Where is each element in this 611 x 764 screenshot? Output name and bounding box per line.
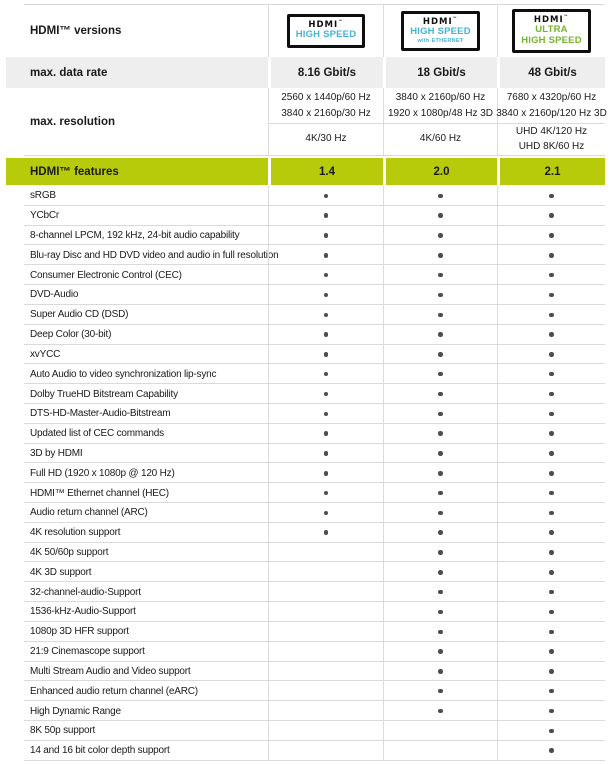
feature-cell-1-4 bbox=[268, 503, 383, 523]
feature-label: Auto Audio to video synchronization lip-sync bbox=[30, 368, 217, 380]
feature-cell-2-0 bbox=[383, 602, 497, 622]
support-dot bbox=[438, 293, 443, 298]
support-dot bbox=[438, 491, 443, 496]
feature-label: DTS-HD-Master-Audio-Bitstream bbox=[30, 408, 171, 420]
feature-row bbox=[6, 503, 605, 523]
support-dot bbox=[549, 431, 554, 436]
feature-cell-2-0 bbox=[383, 642, 497, 662]
versions-row bbox=[6, 5, 605, 57]
feature-label: 14 and 16 bit color depth support bbox=[30, 745, 170, 757]
feature-cell-2-0 bbox=[383, 741, 497, 761]
feature-cell-2-0 bbox=[383, 364, 497, 384]
feature-cell-2-1 bbox=[497, 463, 605, 483]
feature-row bbox=[6, 642, 605, 662]
feature-label: Full HD (1920 x 1080p @ 120 Hz) bbox=[30, 467, 175, 479]
feature-cell-1-4 bbox=[268, 741, 383, 761]
support-dot bbox=[549, 491, 554, 496]
feature-cell-2-1 bbox=[497, 345, 605, 365]
resolution-secondary-cell: 4K/30 Hz bbox=[268, 124, 383, 155]
resolution-primary-cell: 3840 x 2160p/60 Hz 1920 x 1080p/48 Hz 3D bbox=[383, 88, 497, 124]
support-dot bbox=[438, 352, 443, 357]
feature-row bbox=[6, 424, 605, 444]
feature-label: YCbCr bbox=[30, 210, 60, 222]
feature-cell-2-0 bbox=[383, 325, 497, 345]
feature-row bbox=[6, 285, 605, 305]
feature-label: Consumer Electronic Control (CEC) bbox=[30, 269, 182, 281]
hdmi-high-speed-ethernet-logo bbox=[401, 11, 480, 51]
versions-label: HDMI™ versions bbox=[30, 25, 122, 37]
feature-cell-2-1 bbox=[497, 701, 605, 721]
feature-cell-2-1 bbox=[497, 602, 605, 622]
support-dot bbox=[324, 293, 329, 298]
feature-cell-2-0 bbox=[383, 186, 497, 206]
feature-cell-2-0 bbox=[383, 404, 497, 424]
support-dot bbox=[549, 610, 554, 615]
support-dot bbox=[438, 511, 443, 516]
feature-version-value-2-1: 2.1 bbox=[497, 158, 605, 185]
support-dot bbox=[549, 194, 554, 199]
feature-cell-2-0 bbox=[383, 305, 497, 325]
feature-cell-2-0 bbox=[383, 681, 497, 701]
feature-cell-2-1 bbox=[497, 305, 605, 325]
feature-cell-2-1 bbox=[497, 444, 605, 464]
feature-row bbox=[6, 701, 605, 721]
feature-row bbox=[6, 305, 605, 325]
feature-cell-2-0 bbox=[383, 226, 497, 246]
feature-cell-2-0 bbox=[383, 582, 497, 602]
support-dot bbox=[549, 213, 554, 218]
support-dot bbox=[438, 253, 443, 258]
support-dot bbox=[549, 590, 554, 595]
feature-cell-1-4 bbox=[268, 523, 383, 543]
feature-label: Blu-ray Disc and HD DVD video and audio in full resolution bbox=[30, 249, 279, 261]
feature-row bbox=[6, 364, 605, 384]
hdmi-logo-wordmark: HDMI™ bbox=[422, 16, 459, 27]
feature-cell-1-4 bbox=[268, 662, 383, 682]
support-dot bbox=[549, 630, 554, 635]
support-dot bbox=[438, 273, 443, 278]
support-dot bbox=[438, 313, 443, 318]
feature-label: HDMI™ Ethernet channel (HEC) bbox=[30, 487, 169, 499]
feature-cell-1-4 bbox=[268, 305, 383, 325]
hdmi-ultra-high-speed-badge-cell bbox=[497, 5, 605, 57]
badge-text-line: ULTRA bbox=[535, 24, 568, 36]
support-dot bbox=[549, 392, 554, 397]
feature-cell-2-0 bbox=[383, 424, 497, 444]
features-header-label: HDMI™ features bbox=[30, 165, 119, 178]
support-dot bbox=[549, 649, 554, 654]
hdmi-high-speed-ethernet-badge-cell bbox=[383, 5, 497, 57]
feature-row bbox=[6, 384, 605, 404]
hdmi-logo-wordmark: HDMI™ bbox=[308, 19, 344, 30]
badge-text-line: HIGH SPEED bbox=[521, 34, 582, 46]
support-dot bbox=[438, 332, 443, 337]
feature-cell-2-1 bbox=[497, 265, 605, 285]
feature-cell-2-0 bbox=[383, 444, 497, 464]
resolution-secondary-cell: 4K/60 Hz bbox=[383, 124, 497, 155]
feature-row bbox=[6, 404, 605, 424]
support-dot bbox=[438, 431, 443, 436]
support-dot bbox=[438, 649, 443, 654]
feature-cell-1-4 bbox=[268, 245, 383, 265]
feature-cell-2-0 bbox=[383, 523, 497, 543]
resolution-secondary-cell: UHD 4K/120 Hz UHD 8K/60 Hz bbox=[497, 124, 605, 155]
feature-cell-2-0 bbox=[383, 206, 497, 226]
feature-cell-1-4 bbox=[268, 384, 383, 404]
support-dot bbox=[549, 570, 554, 575]
feature-row bbox=[6, 721, 605, 741]
feature-cell-2-1 bbox=[497, 384, 605, 404]
feature-cell-1-4 bbox=[268, 463, 383, 483]
features-header-row bbox=[6, 158, 605, 185]
support-dot bbox=[438, 570, 443, 575]
feature-cell-2-1 bbox=[497, 503, 605, 523]
feature-cell-1-4 bbox=[268, 206, 383, 226]
support-dot bbox=[324, 372, 329, 377]
support-dot bbox=[549, 372, 554, 377]
feature-cell-2-1 bbox=[497, 404, 605, 424]
resolution-bottom-divider bbox=[24, 155, 605, 156]
feature-label: 4K 50/60p support bbox=[30, 547, 109, 559]
feature-cell-2-1 bbox=[497, 424, 605, 444]
feature-row bbox=[6, 741, 605, 761]
support-dot bbox=[438, 530, 443, 535]
support-dot bbox=[324, 471, 329, 476]
feature-cell-2-1 bbox=[497, 562, 605, 582]
feature-cell-2-1 bbox=[497, 245, 605, 265]
feature-cell-2-0 bbox=[383, 543, 497, 563]
feature-row bbox=[6, 681, 605, 701]
feature-cell-2-1 bbox=[497, 622, 605, 642]
support-dot bbox=[324, 392, 329, 397]
support-dot bbox=[324, 451, 329, 456]
support-dot bbox=[438, 372, 443, 377]
feature-row bbox=[6, 483, 605, 503]
feature-cell-2-1 bbox=[497, 325, 605, 345]
feature-cell-1-4 bbox=[268, 582, 383, 602]
support-dot bbox=[549, 253, 554, 258]
feature-row bbox=[6, 186, 605, 206]
feature-cell-1-4 bbox=[268, 622, 383, 642]
hdmi-logo-wordmark: HDMI™ bbox=[533, 14, 570, 25]
badge-text-line: with ETHERNET bbox=[417, 37, 464, 44]
support-dot bbox=[549, 332, 554, 337]
feature-row bbox=[6, 345, 605, 365]
feature-label: Super Audio CD (DSD) bbox=[30, 309, 129, 321]
feature-cell-2-0 bbox=[383, 503, 497, 523]
feature-cell-2-1 bbox=[497, 483, 605, 503]
support-dot bbox=[549, 412, 554, 417]
support-dot bbox=[438, 610, 443, 615]
feature-label: 1536-kHz-Audio-Support bbox=[30, 606, 136, 618]
feature-label: Updated list of CEC commands bbox=[30, 428, 164, 440]
features-list bbox=[6, 186, 605, 761]
feature-row bbox=[6, 523, 605, 543]
support-dot bbox=[438, 233, 443, 238]
feature-label: sRGB bbox=[30, 190, 56, 202]
data-rate-value-2-0: 18 Gbit/s bbox=[383, 57, 497, 88]
feature-row bbox=[6, 463, 605, 483]
hdmi-high-speed-logo bbox=[287, 14, 366, 48]
support-dot bbox=[324, 194, 329, 199]
support-dot bbox=[438, 213, 443, 218]
feature-cell-1-4 bbox=[268, 721, 383, 741]
feature-cell-1-4 bbox=[268, 602, 383, 622]
feature-label: 1080p 3D HFR support bbox=[30, 626, 129, 638]
support-dot bbox=[324, 233, 329, 238]
support-dot bbox=[549, 471, 554, 476]
feature-cell-2-0 bbox=[383, 384, 497, 404]
feature-cell-2-0 bbox=[383, 483, 497, 503]
support-dot bbox=[549, 313, 554, 318]
support-dot bbox=[438, 630, 443, 635]
support-dot bbox=[324, 313, 329, 318]
feature-cell-2-1 bbox=[497, 226, 605, 246]
support-dot bbox=[324, 431, 329, 436]
feature-cell-1-4 bbox=[268, 186, 383, 206]
badge-text-line: HIGH SPEED bbox=[410, 26, 471, 38]
data-rate-label: max. data rate bbox=[30, 66, 108, 79]
feature-row bbox=[6, 226, 605, 246]
support-dot bbox=[324, 511, 329, 516]
resolution-row bbox=[6, 88, 605, 155]
support-dot bbox=[549, 233, 554, 238]
support-dot bbox=[438, 471, 443, 476]
feature-row bbox=[6, 582, 605, 602]
support-dot bbox=[549, 729, 554, 734]
feature-cell-1-4 bbox=[268, 424, 383, 444]
feature-cell-2-0 bbox=[383, 245, 497, 265]
support-dot bbox=[438, 689, 443, 694]
feature-cell-2-1 bbox=[497, 285, 605, 305]
feature-label: High Dynamic Range bbox=[30, 705, 121, 717]
feature-label: Deep Color (30-bit) bbox=[30, 329, 112, 341]
feature-cell-1-4 bbox=[268, 345, 383, 365]
support-dot bbox=[549, 669, 554, 674]
feature-row bbox=[6, 206, 605, 226]
feature-label: 8-channel LPCM, 192 kHz, 24-bit audio capability bbox=[30, 230, 240, 242]
feature-cell-2-1 bbox=[497, 206, 605, 226]
feature-row bbox=[6, 562, 605, 582]
feature-version-value-2-0: 2.0 bbox=[383, 158, 497, 185]
feature-label: 32-channel-audio-Support bbox=[30, 586, 141, 598]
feature-cell-2-0 bbox=[383, 265, 497, 285]
support-dot bbox=[549, 709, 554, 714]
feature-cell-2-1 bbox=[497, 721, 605, 741]
feature-cell-1-4 bbox=[268, 226, 383, 246]
support-dot bbox=[438, 451, 443, 456]
feature-row bbox=[6, 444, 605, 464]
support-dot bbox=[549, 511, 554, 516]
support-dot bbox=[324, 530, 329, 535]
feature-version-value-1-4: 1.4 bbox=[268, 158, 383, 185]
feature-cell-1-4 bbox=[268, 483, 383, 503]
feature-label: 4K resolution support bbox=[30, 527, 121, 539]
support-dot bbox=[324, 412, 329, 417]
feature-label: Multi Stream Audio and Video support bbox=[30, 665, 191, 677]
feature-label: 3D by HDMI bbox=[30, 447, 83, 459]
feature-row bbox=[6, 325, 605, 345]
feature-label: xvYCC bbox=[30, 348, 61, 360]
support-dot bbox=[549, 689, 554, 694]
support-dot bbox=[438, 669, 443, 674]
feature-cell-1-4 bbox=[268, 642, 383, 662]
feature-cell-2-0 bbox=[383, 622, 497, 642]
support-dot bbox=[438, 709, 443, 714]
support-dot bbox=[549, 352, 554, 357]
support-dot bbox=[549, 273, 554, 278]
support-dot bbox=[438, 550, 443, 555]
badge-text-line: HIGH SPEED bbox=[295, 29, 357, 41]
feature-label: 21:9 Cinemascope support bbox=[30, 646, 145, 658]
feature-cell-2-0 bbox=[383, 463, 497, 483]
feature-row bbox=[6, 602, 605, 622]
feature-cell-2-0 bbox=[383, 285, 497, 305]
feature-cell-2-1 bbox=[497, 582, 605, 602]
feature-label: Enhanced audio return channel (eARC) bbox=[30, 685, 198, 697]
support-dot bbox=[324, 273, 329, 278]
feature-cell-2-0 bbox=[383, 345, 497, 365]
support-dot bbox=[324, 332, 329, 337]
feature-label: 8K 50p support bbox=[30, 725, 96, 737]
resolution-primary-cell: 2560 x 1440p/60 Hz 3840 x 2160p/30 Hz bbox=[268, 88, 383, 124]
support-dot bbox=[549, 451, 554, 456]
support-dot bbox=[324, 491, 329, 496]
feature-cell-1-4 bbox=[268, 325, 383, 345]
support-dot bbox=[549, 293, 554, 298]
hdmi-high-speed-badge-cell bbox=[268, 5, 383, 57]
feature-cell-2-1 bbox=[497, 681, 605, 701]
support-dot bbox=[549, 530, 554, 535]
feature-cell-2-1 bbox=[497, 364, 605, 384]
data-rate-value-2-1: 48 Gbit/s bbox=[497, 57, 605, 88]
feature-cell-1-4 bbox=[268, 543, 383, 563]
feature-cell-2-0 bbox=[383, 701, 497, 721]
hdmi-ultra-high-speed-logo bbox=[512, 9, 591, 54]
feature-row bbox=[6, 543, 605, 563]
data-rate-row bbox=[6, 57, 605, 88]
support-dot bbox=[438, 194, 443, 199]
feature-label: Audio return channel (ARC) bbox=[30, 507, 148, 519]
feature-cell-1-4 bbox=[268, 404, 383, 424]
support-dot bbox=[438, 412, 443, 417]
feature-label: DVD-Audio bbox=[30, 289, 79, 301]
hdmi-comparison-table bbox=[0, 4, 611, 764]
feature-cell-1-4 bbox=[268, 562, 383, 582]
feature-cell-2-1 bbox=[497, 523, 605, 543]
feature-cell-1-4 bbox=[268, 444, 383, 464]
feature-cell-2-0 bbox=[383, 562, 497, 582]
feature-cell-2-0 bbox=[383, 662, 497, 682]
feature-cell-1-4 bbox=[268, 285, 383, 305]
feature-cell-1-4 bbox=[268, 701, 383, 721]
feature-label: 4K 3D support bbox=[30, 566, 92, 578]
support-dot bbox=[438, 392, 443, 397]
feature-row bbox=[6, 245, 605, 265]
feature-cell-1-4 bbox=[268, 364, 383, 384]
feature-label: Dolby TrueHD Bitstream Capability bbox=[30, 388, 178, 400]
feature-cell-2-0 bbox=[383, 721, 497, 741]
feature-cell-2-1 bbox=[497, 662, 605, 682]
feature-cell-2-1 bbox=[497, 741, 605, 761]
feature-row bbox=[6, 622, 605, 642]
feature-cell-2-1 bbox=[497, 642, 605, 662]
support-dot bbox=[549, 550, 554, 555]
feature-row bbox=[6, 662, 605, 682]
support-dot bbox=[549, 748, 554, 753]
support-dot bbox=[324, 213, 329, 218]
support-dot bbox=[324, 253, 329, 258]
data-rate-value-1-4: 8.16 Gbit/s bbox=[268, 57, 383, 88]
resolution-label: max. resolution bbox=[30, 115, 115, 128]
resolution-primary-cell: 7680 x 4320p/60 Hz 3840 x 2160p/120 Hz 3D bbox=[497, 88, 605, 124]
support-dot bbox=[324, 352, 329, 357]
support-dot bbox=[438, 590, 443, 595]
feature-row bbox=[6, 265, 605, 285]
feature-cell-1-4 bbox=[268, 265, 383, 285]
feature-cell-2-1 bbox=[497, 543, 605, 563]
feature-cell-1-4 bbox=[268, 681, 383, 701]
feature-cell-2-1 bbox=[497, 186, 605, 206]
